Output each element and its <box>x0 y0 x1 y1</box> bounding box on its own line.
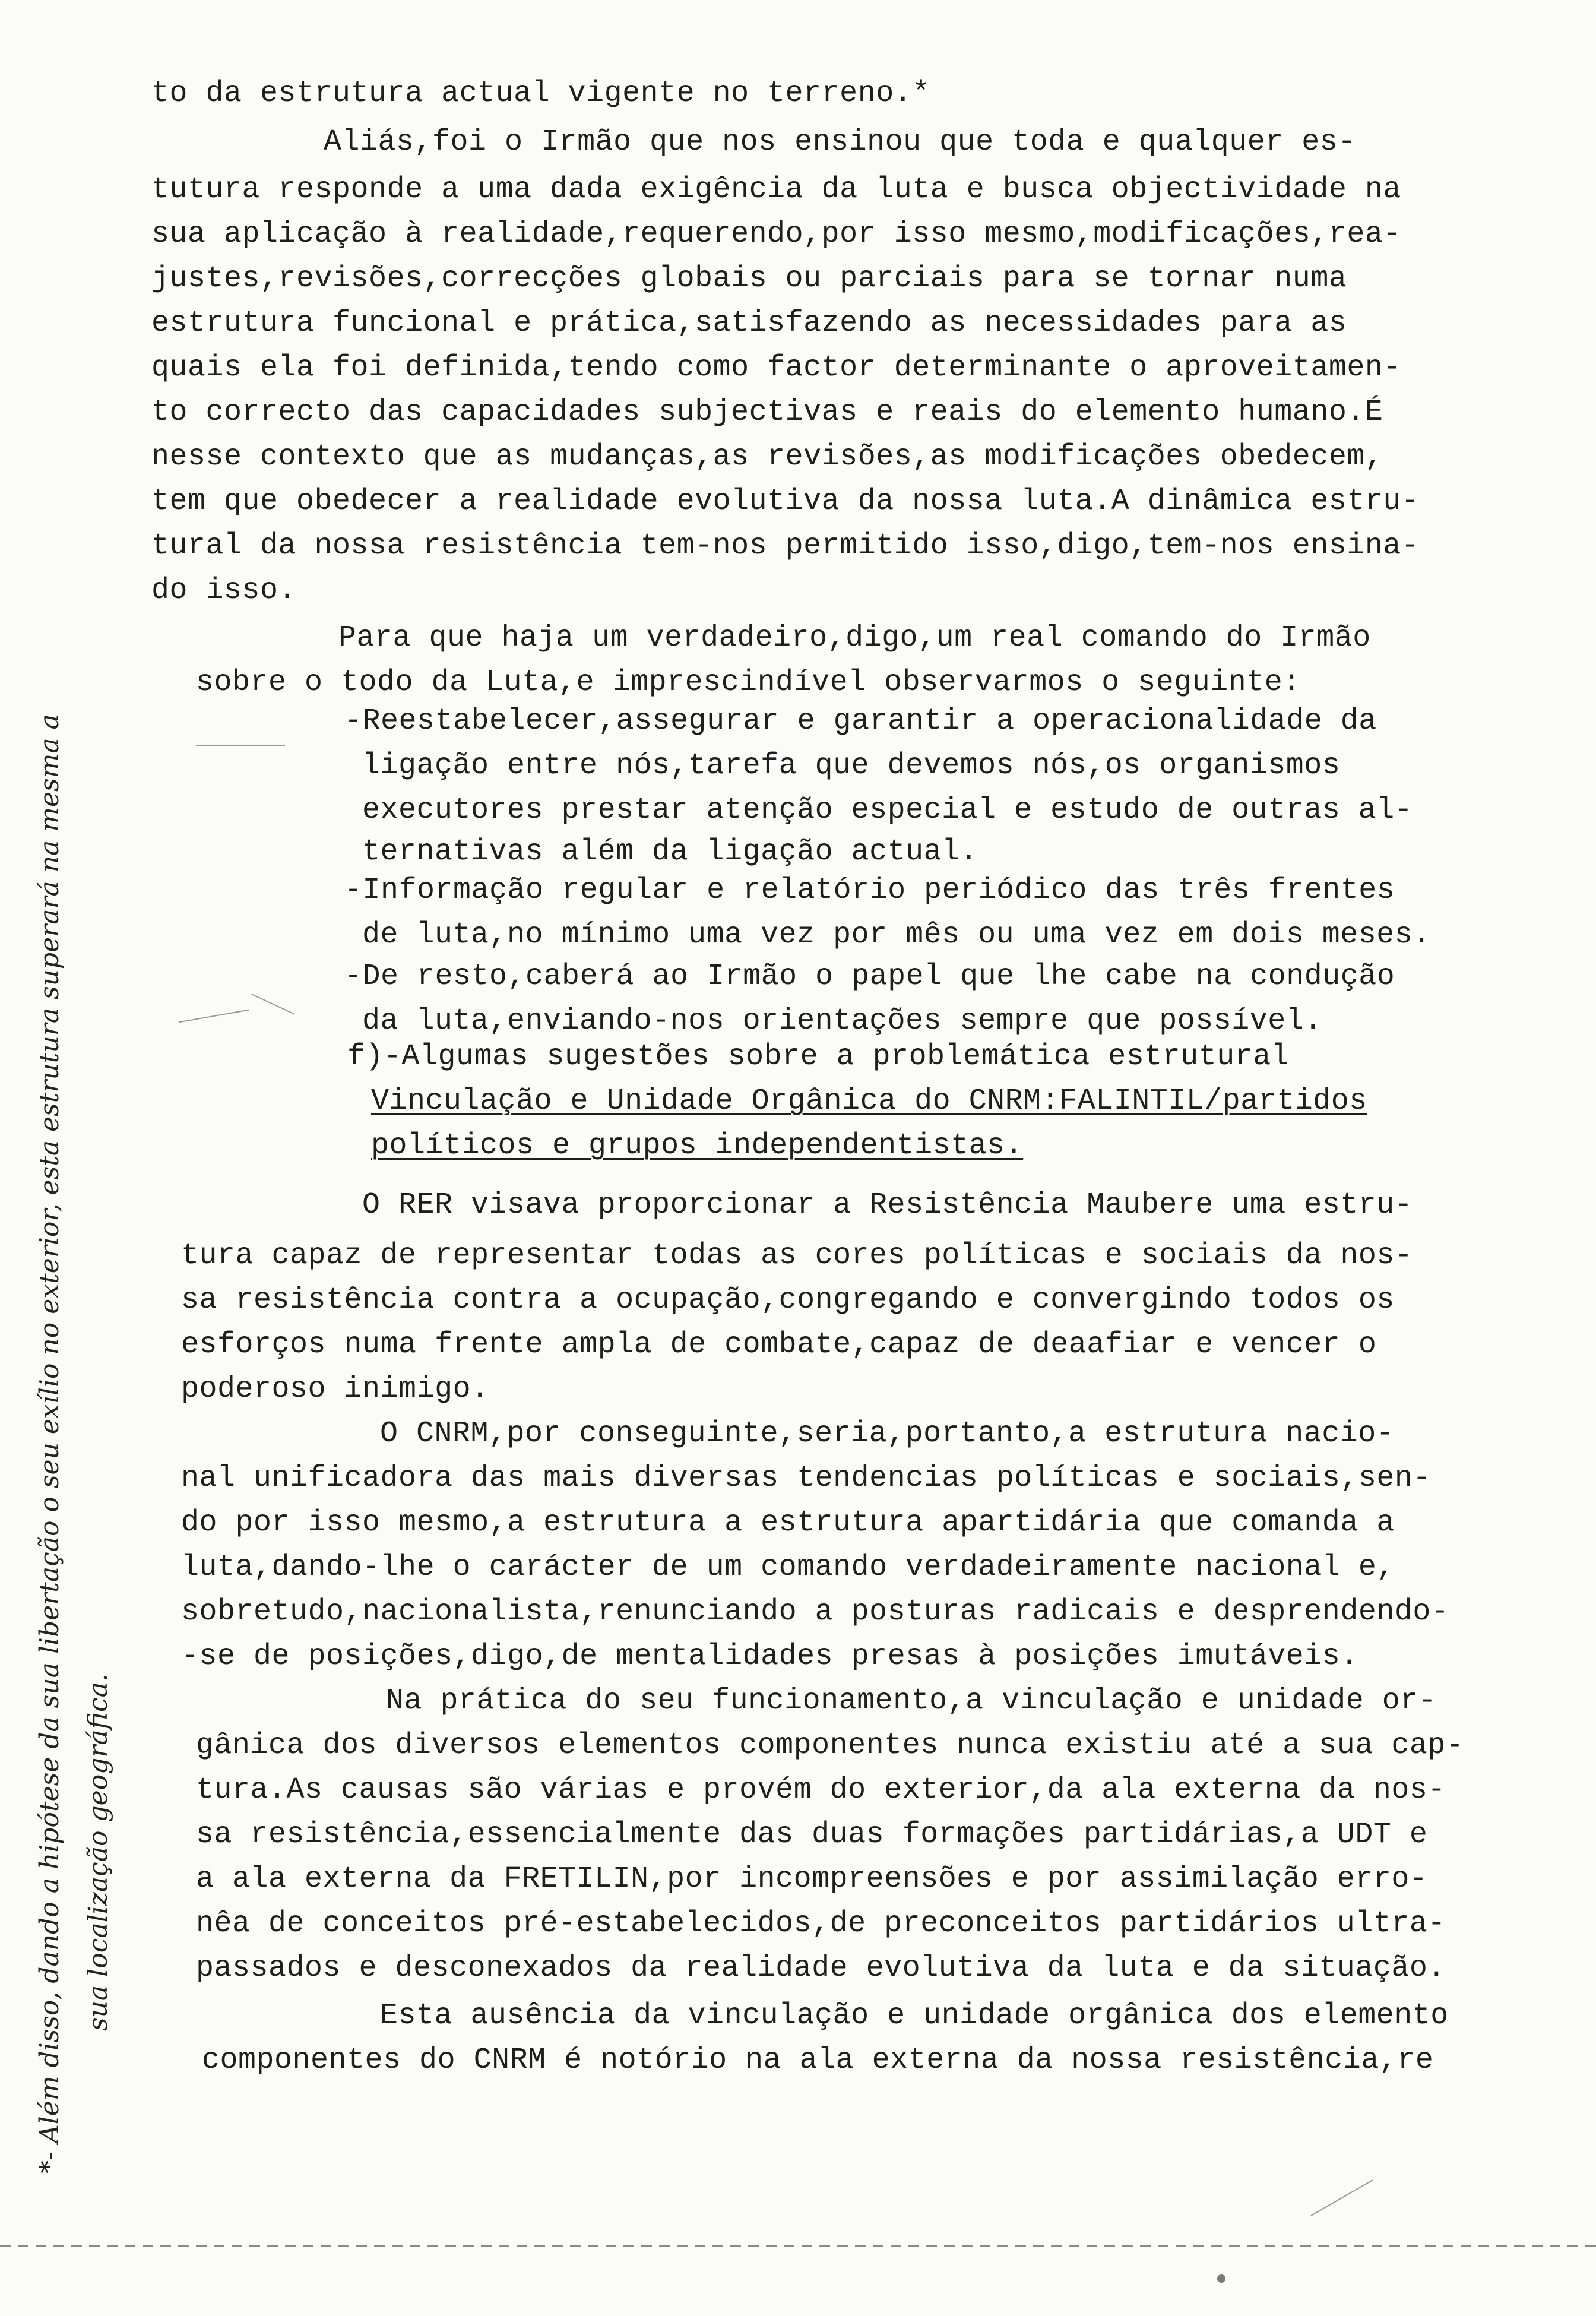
section-heading-underlined: Vinculação e Unidade Orgânica do CNRM:FALINTIL/partidos <box>371 1084 1367 1118</box>
text-line: Aliás,foi o Irmão que nos ensinou que toda e qualquer es- <box>324 125 1356 159</box>
text-line: Na prática do seu funcionamento,a vinculação e unidade or- <box>386 1684 1437 1718</box>
text-line: sua aplicação à realidade,requerendo,por isso mesmo,modificações,rea- <box>151 217 1401 251</box>
text-line: sa resistência,essencialmente das duas formações partidárias,a UDT e <box>196 1818 1428 1852</box>
text-line: nesse contexto que as mudanças,as revisões,as modificações obedecem, <box>151 440 1383 474</box>
text-line: do por isso mesmo,a estrutura a estrutura apartidária que comanda a <box>181 1506 1395 1540</box>
list-item: da luta,enviando-nos orientações sempre que possível. <box>362 1004 1322 1038</box>
text-line: componentes do CNRM é notório na ala externa da nossa resistência,re <box>202 2043 1434 2077</box>
scan-edge <box>0 2245 1596 2247</box>
text-line: do isso. <box>151 574 297 608</box>
text-line: sa resistência contra a ocupação,congregando e convergindo todos os <box>181 1283 1395 1317</box>
text-line: a ala externa da FRETILIN,por incompreensões e por assimilação erro- <box>196 1862 1428 1896</box>
list-item: -Reestabelecer,assegurar e garantir a operacionalidade da <box>344 704 1377 738</box>
text-line: poderoso inimigo. <box>181 1372 489 1406</box>
list-item: ternativas além da ligação actual. <box>362 835 978 869</box>
text-line: -se de posições,digo,de mentalidades presas à posições imutáveis. <box>181 1640 1358 1673</box>
section-heading-underlined: políticos e grupos independentistas. <box>371 1129 1024 1163</box>
text-line: tura.As causas são várias e provém do exterior,da ala externa da nos- <box>196 1773 1446 1807</box>
text-line: sobretudo,nacionalista,renunciando a posturas radicais e desprendendo- <box>181 1595 1449 1629</box>
text-line: O RER visava proporcionar a Resistência Maubere uma estru- <box>362 1188 1413 1222</box>
list-item: de luta,no mínimo uma vez por mês ou uma vez em dois meses. <box>362 918 1431 952</box>
text-line: Esta ausência da vinculação e unidade orgânica dos elemento <box>380 1999 1449 2033</box>
text-line: to correcto das capacidades subjectivas e reais do elemento humano.É <box>151 396 1383 429</box>
list-item: -De resto,caberá ao Irmão o papel que lhe cabe na condução <box>344 960 1395 994</box>
section-heading: f)-Algumas sugestões sobre a problemática estrutural <box>347 1040 1290 1074</box>
text-line: tural da nossa resistência tem-nos permitido isso,digo,tem-nos ensina- <box>151 529 1420 563</box>
text-line: esforços numa frente ampla de combate,capaz de deaafiar e vencer o <box>181 1328 1377 1362</box>
text-line: to da estrutura actual vigente no terreno.* <box>151 77 930 110</box>
text-line: tem que obedecer a realidade evolutiva da nossa luta.A dinâmica estru- <box>151 485 1420 518</box>
text-line: quais ela foi definida,tendo como factor determinante o aproveitamen- <box>151 351 1401 385</box>
scan-mark <box>1311 2179 1373 2216</box>
text-line: Para que haja um verdadeiro,digo,um real comando do Irmão <box>338 621 1371 655</box>
scan-mark <box>196 745 285 746</box>
text-line: nal unificadora das mais diversas tendencias políticas e sociais,sen- <box>181 1461 1431 1495</box>
text-line: tura capaz de representar todas as cores políticas e sociais da nos- <box>181 1239 1413 1273</box>
list-item: -Informação regular e relatório periódico das três frentes <box>344 874 1395 907</box>
list-item: ligação entre nós,tarefa que devemos nós,os organismos <box>362 749 1341 783</box>
text-line: O CNRM,por conseguinte,seria,portanto,a estrutura nacio- <box>380 1417 1395 1451</box>
margin-annotation-line-1: *- Além disso, dando a hipótese da sua libertação o seu exílio no exterior, esta estrutura superará na mesma a <box>34 714 65 2173</box>
scan-mark <box>1217 2274 1226 2283</box>
text-line: justes,revisões,correcções globais ou parciais para se tornar numa <box>151 262 1347 296</box>
scan-mark <box>179 1010 249 1023</box>
margin-annotation-line-2: sua localização geográfica. <box>83 1673 113 2031</box>
text-line: gânica dos diversos elementos componentes nunca existiu até a sua cap- <box>196 1729 1464 1763</box>
scan-mark <box>251 994 294 1015</box>
text-line: estrutura funcional e prática,satisfazendo as necessidades para as <box>151 306 1347 340</box>
text-line: tutura responde a uma dada exigência da luta e busca objectividade na <box>151 173 1401 207</box>
text-line: luta,dando-lhe o carácter de um comando verdadeiramente nacional e, <box>181 1551 1395 1584</box>
text-line: passados e desconexados da realidade evolutiva da luta e da situação. <box>196 1951 1446 1985</box>
text-line: nêa de conceitos pré-estabelecidos,de preconceitos partidários ultra- <box>196 1907 1446 1941</box>
list-item: executores prestar atenção especial e estudo de outras al- <box>362 793 1413 827</box>
text-line: sobre o todo da Luta,e imprescindível observarmos o seguinte: <box>196 666 1301 700</box>
